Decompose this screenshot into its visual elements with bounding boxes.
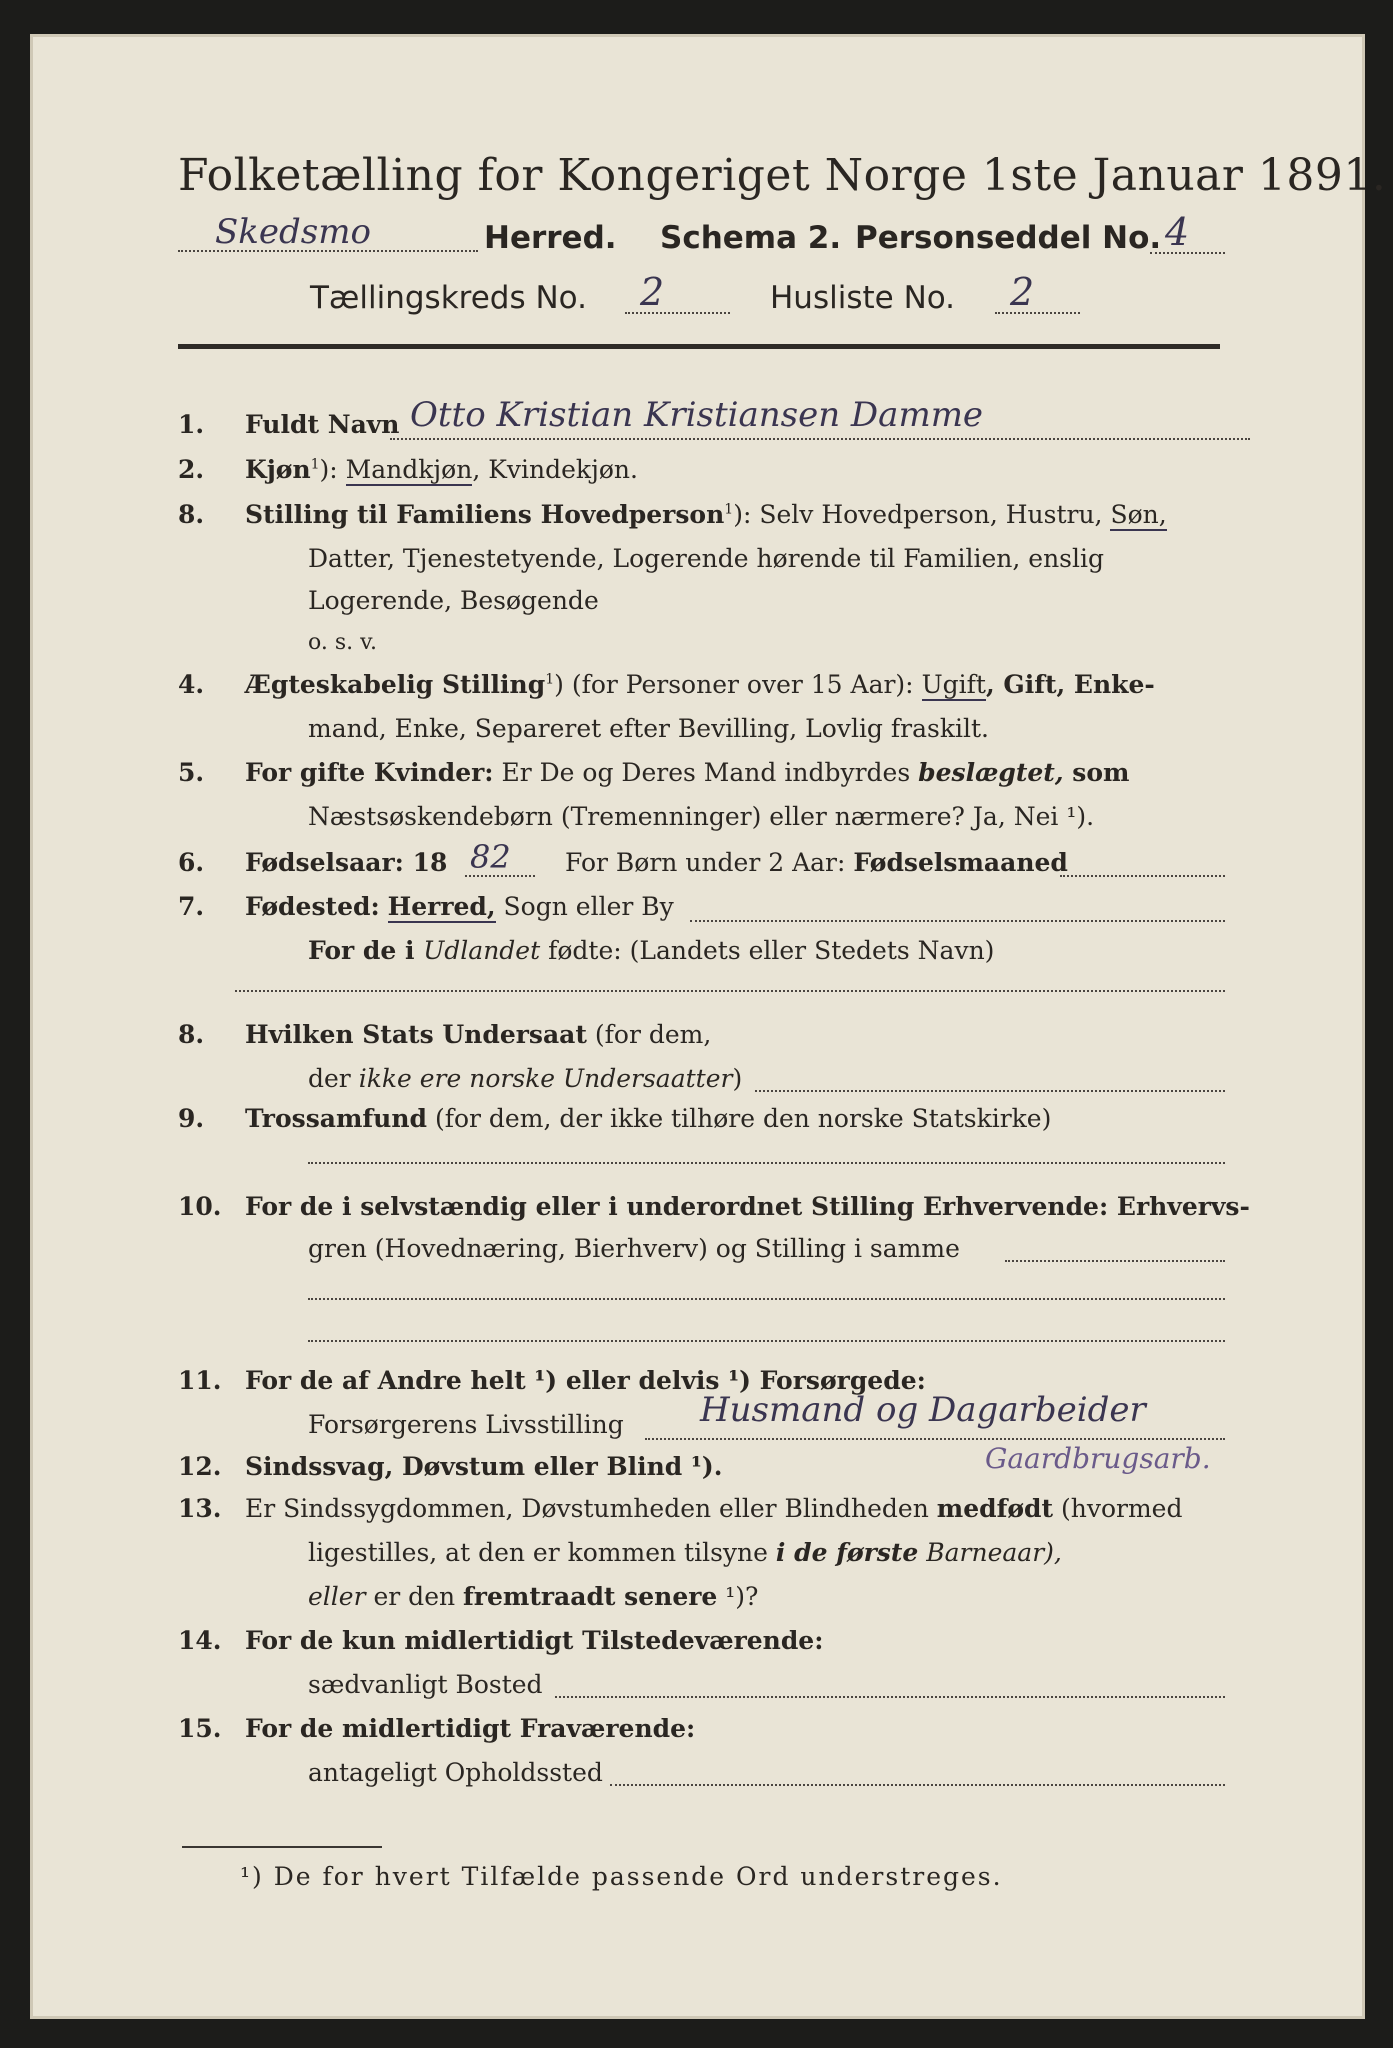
q8-line1-text: (for dem, [586,1020,712,1049]
q11-number: 11. [178,1366,222,1395]
q6-rest [565,848,1068,877]
q3-line3: Logerende, Besøgende [308,586,599,615]
q11-line2: Forsørgerens Livsstilling [308,1410,624,1439]
q6-rest-b: Fødselsmaaned [853,848,1068,877]
q6-dotted-line [1060,875,1225,877]
q8-line2b: ) [732,1064,743,1093]
husliste-label: Husliste No. [770,280,956,316]
herred-dotted-line [178,250,478,252]
q7-line2i: Udlandet [423,936,541,965]
q6-year-value: 82 [470,838,511,876]
q2-sup: 1 [310,456,320,473]
q10-dotted-line2 [308,1298,1225,1300]
q8-line2a: der [308,1064,359,1093]
q12-number: 12. [178,1452,222,1481]
q11-label: For de af Andre helt ¹) eller delvis ¹) Forsørgede: [245,1366,926,1395]
q4-label: Ægteskabelig Stilling [245,670,546,699]
q10-dotted-line3 [308,1340,1225,1342]
q5-line1a: Er De og Deres Mand indbyrdes [493,758,919,787]
q8-dotted-line [755,1090,1225,1092]
q12-label: Sindssvag, Døvstum eller Blind ¹). [245,1452,723,1481]
q4-number: 4. [178,670,205,699]
q6-number: 6. [178,848,205,877]
q5-line1b: som [1063,758,1130,787]
q13-line3b: er den [365,1582,464,1611]
q7-opt-herred: Herred, [387,892,496,921]
q10-number: 10. [178,1192,222,1221]
q2-number: 2. [178,455,205,484]
q7-number: 7. [178,892,205,921]
q10-label: For de i selvstændig eller i underordnet Stilling Erhvervende: Erhvervs- [245,1192,1250,1221]
q4-line1 [245,670,1155,699]
q5-label: For gifte Kvinder: [245,758,494,787]
q7-label: Fødested: [245,892,380,921]
taellingskreds-value: 2 [640,270,665,314]
q14-dotted-line [555,1696,1225,1698]
q2-opt-kvindekjon: , Kvindekjøn. [472,455,638,484]
q13-line1 [245,1494,1182,1523]
husliste-dotted-line [995,312,1080,314]
q13-line2 [308,1538,1062,1567]
q9-dotted-line [308,1162,1225,1164]
q13-number: 13. [178,1494,222,1523]
q6-rest-text: For Børn under 2 Aar: [565,848,854,877]
q1-label: Fuldt Navn [245,410,400,439]
q10-line2: gren (Hovednæring, Bierhverv) og Stilling i samme [308,1234,960,1263]
q13-line3d: ¹)? [717,1582,759,1611]
q1-dotted-line [390,438,1250,440]
q4-opt-ugift: Ugift [921,670,986,699]
q4-line1a: ) (for Personer over 15 Aar): [554,670,922,699]
q4-line1b: , Gift, Enke- [985,670,1155,699]
q11-dotted-line [645,1438,1225,1440]
q8-line2 [308,1064,742,1093]
q15-number: 15. [178,1714,222,1743]
personseddel-value: 4 [1165,210,1190,254]
q6-label: Fødselsaar: 18 [245,848,448,877]
q13-line2b: i de første [775,1538,919,1567]
q3-line1-text: ): Selv Hovedperson, Hustru, [733,500,1111,529]
herred-label: Herred. [484,220,617,256]
q1-number: 1. [178,410,205,439]
q5-line1 [245,758,1129,787]
schema-label: Schema 2. [660,220,842,256]
q12-annotation: Gaardbrugsarb. [985,1442,1211,1475]
husliste-value: 2 [1010,270,1035,314]
q3-line1 [245,500,1167,529]
q3-line4: o. s. v. [308,630,377,655]
q11-livsstilling-value: Husmand og Dagarbeider [700,1390,1146,1430]
q3-sup: 1 [724,501,734,518]
q13-line2a: ligestilles, at den er kommen tilsyne [308,1538,776,1567]
header-rule [178,344,1220,349]
q15-label: For de midlertidigt Fraværende: [245,1714,696,1743]
q9-number: 9. [178,1104,205,1133]
q5-line2: Næstsøskendebørn (Tremenninger) eller nærmere? Ja, Nei ¹). [308,802,1095,831]
herred-value: Skedsmo [215,212,371,252]
q5-line1i: beslægtet, [918,758,1064,787]
personseddel-label: Personseddel No. [855,220,1162,256]
q7-dotted-line1 [690,920,1225,922]
q2-label: Kjøn [245,455,311,484]
q3-label: Stilling til Familiens Hovedperson [245,500,725,529]
taellingskreds-dotted-line [625,312,730,314]
q7-dotted-line2 [235,990,1225,992]
q7-line2 [308,936,994,965]
q15-dotted-line [610,1784,1225,1786]
q13-line3 [308,1582,758,1611]
q10-dotted-line1 [1005,1260,1225,1262]
q2-rest: ): [319,455,346,484]
q3-opt-son: Søn, [1110,500,1167,529]
q7-rest: Sogn eller By [495,892,674,921]
q13-line1c: (hvormed [1053,1494,1183,1523]
taellingskreds-label: Tællingskreds No. [310,280,587,316]
q6-year-dotted-line [465,875,535,877]
q13-line3c: fremtraadt senere [463,1582,718,1611]
q4-sup: 1 [545,671,555,688]
q14-line2: sædvanligt Bosted [308,1670,543,1699]
q9-line1 [245,1104,1051,1133]
q8-line1 [245,1020,711,1049]
q8-line2i: ikke ere norske Undersaatter [358,1064,733,1093]
personseddel-dotted-line [1150,252,1225,254]
q14-label: For de kun midlertidigt Tilstedeværende: [245,1626,824,1655]
q8-number: 8. [178,1020,205,1049]
q5-number: 5. [178,758,205,787]
q8-label: Hvilken Stats Undersaat [245,1020,587,1049]
footnote: ¹) De for hvert Tilfælde passende Ord understreges. [240,1862,1003,1891]
q15-line2: antageligt Opholdssted [308,1758,603,1787]
q7-line2b: fødte: (Landets eller Stedets Navn) [540,936,995,965]
q9-label: Trossamfund [245,1104,428,1133]
q13-line1a: Er Sindssygdommen, Døvstumheden eller Blindheden [245,1494,937,1523]
q7-line1 [245,892,674,921]
q13-line1b: medfødt [936,1494,1054,1523]
q3-line2: Datter, Tjenestetyende, Logerende hørende til Familien, enslig [308,544,1105,573]
q2-line [245,455,638,484]
q9-line1-text: (for dem, der ikke tilhøre den norske Statskirke) [427,1104,1052,1133]
footnote-rule [182,1846,382,1848]
q3-number: 8. [178,500,205,529]
q4-line2: mand, Enke, Separeret efter Bevilling, Lovlig fraskilt. [308,714,989,743]
q13-line2c: Barneaar), [918,1538,1062,1567]
form-title: Folketælling for Kongeriget Norge 1ste Januar 1891. [178,150,1387,201]
q7-line2a: For de i [308,936,424,965]
q13-line3a: eller [308,1582,366,1611]
q1-fullname-value: Otto Kristian Kristiansen Damme [410,395,984,435]
q14-number: 14. [178,1626,222,1655]
q2-opt-mandkjon: Mandkjøn [345,455,473,484]
